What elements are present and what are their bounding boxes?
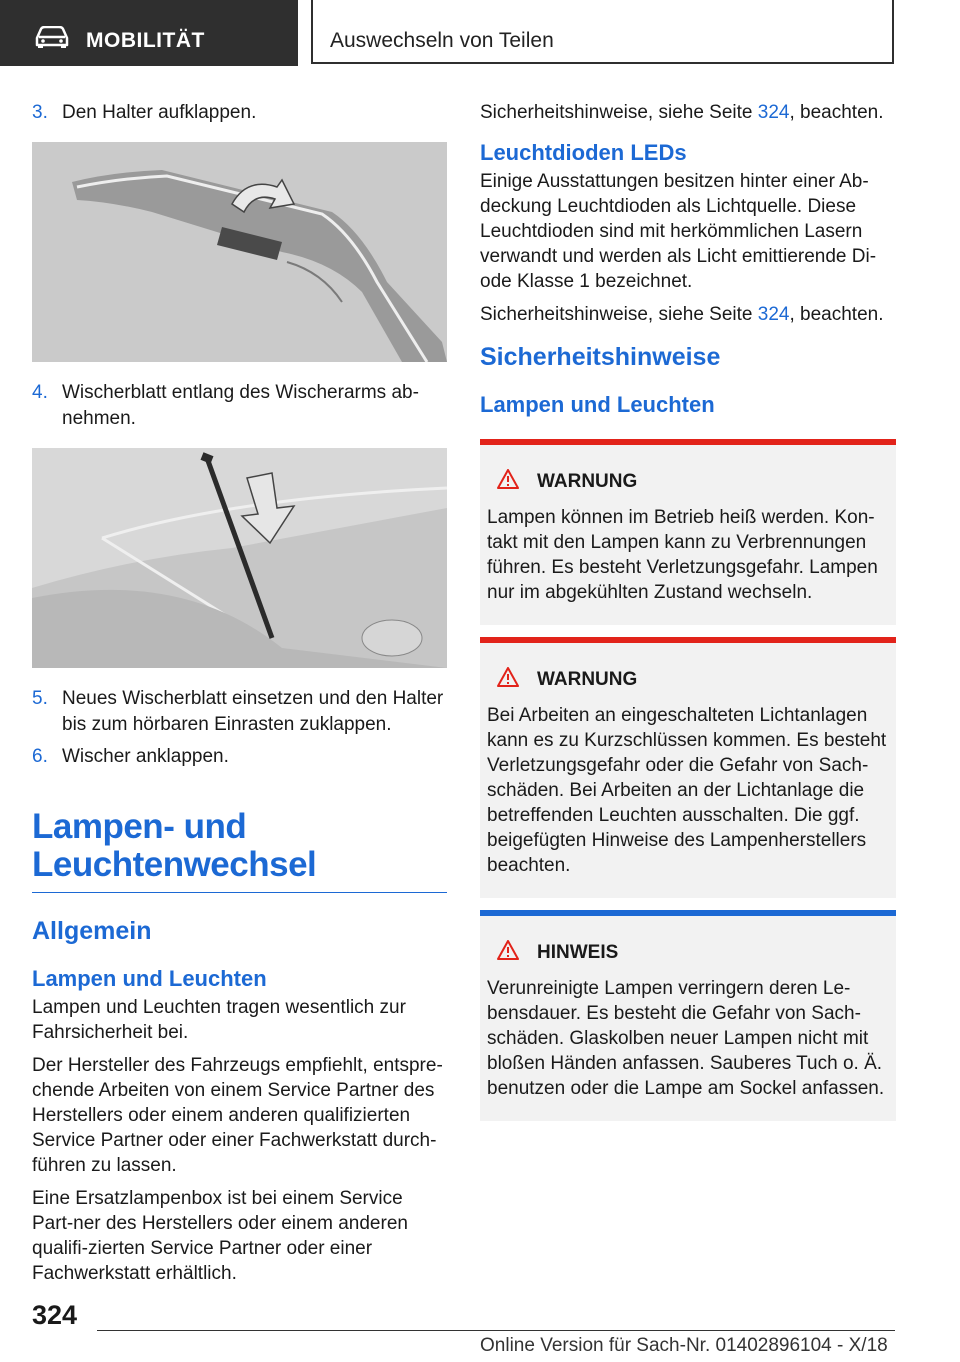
step-text: Wischerblatt entlang des Wischerarms ab-nehmen.	[62, 382, 419, 429]
chapter-label: Auswechseln von Teilen	[330, 29, 554, 52]
step-text: Den Halter aufklappen.	[62, 102, 257, 123]
warning-box-heat	[480, 439, 896, 625]
safety-reference: Sicherheitshinweise, siehe Seite 324, beachten.	[480, 102, 884, 123]
notice-title: WARNUNG	[537, 669, 638, 690]
step-number: 5.	[32, 688, 48, 709]
notice-text: Verunreinigte Lampen verringern deren Le-bensdauer. Es besteht die Gefahr von Sach-schäden. Glaskolben neuer Lampen nicht mit bloßen Händen anfassen. Sauberes Tuch o. Ä. benutzen oder die Lampe am Sockel anfassen.	[487, 978, 885, 1099]
step-5	[32, 686, 447, 738]
notice-box-contamination	[480, 910, 896, 1121]
safety-heading: Sicherheitshinweise	[480, 343, 721, 371]
safety-reference-2: Sicherheitshinweise, siehe Seite 324, beachten.	[480, 304, 884, 325]
led-paragraph: Einige Ausstattungen besitzen hinter einer Ab-deckung Leuchtdioden als Lichtquelle. Diese Leuchtdioden sind mit herkömmlichen Lasern verwandt und werden als Licht emittierende Di-ode Klasse 1 bezeichnet.	[480, 171, 877, 292]
subheading-lamps: Lampen und Leuchten	[32, 966, 267, 991]
notice-text: Lampen können im Betrieb heiß werden. Kon-takt mit den Lampen kann zu Verbrennungen führen. Es besteht Verletzungsgefahr. Lampen nur im abgekühlten Zustand wechseln.	[487, 507, 878, 603]
wiper-blade-removal-illustration	[32, 448, 447, 668]
section-tab	[0, 0, 298, 66]
notice-title: WARNUNG	[537, 471, 638, 492]
page-link[interactable]: 324	[757, 102, 790, 123]
step-number: 3.	[32, 102, 48, 123]
section-label: MOBILITÄT	[86, 29, 205, 52]
footer-divider	[97, 1330, 895, 1331]
step-text: Neues Wischerblatt einsetzen und den Halter bis zum hörbaren Einrasten zuklappen.	[62, 688, 444, 735]
online-version-note: Online Version für Sach-Nr. 01402896104 - X/18	[480, 1335, 888, 1356]
lamps-heading: Lampen und Leuchten	[480, 392, 715, 417]
page-number: 324	[32, 1300, 78, 1330]
step-6	[32, 744, 447, 770]
section-heading-general: Allgemein	[32, 917, 152, 945]
notice-title: HINWEIS	[537, 942, 619, 963]
right-column	[480, 100, 896, 1133]
step-4	[32, 380, 447, 432]
warning-triangle-icon	[487, 940, 537, 966]
wiper-holder-illustration	[32, 142, 447, 362]
warning-triangle-icon	[487, 469, 537, 495]
warning-triangle-icon	[487, 667, 537, 693]
step-number: 6.	[32, 746, 48, 767]
paragraph-safety: Lampen und Leuchten tragen wesentlich zur Fahrsicherheit bei.	[32, 997, 406, 1043]
paragraph-recommendation: Der Hersteller des Fahrzeugs empfiehlt, entspre-chende Arbeiten von einem Service Partner des Herstellers oder einem anderen qualifizierten Service Partner oder einer Fachwerkstatt durch-führen zu lassen.	[32, 1055, 443, 1176]
chapter-tab	[311, 0, 894, 64]
led-heading: Leuchtdioden LEDs	[480, 140, 687, 165]
main-heading: Lampen- und Leuchtenwechsel	[32, 808, 447, 893]
paragraph-spare-box: Eine Ersatzlampenbox ist bei einem Service Part-ner des Herstellers oder einem anderen qualifi-zierten Service Partner oder einer Fachwerkstatt erhältlich.	[32, 1188, 408, 1284]
step-3	[32, 100, 447, 126]
warning-box-short-circuit	[480, 637, 896, 898]
step-number: 4.	[32, 382, 48, 403]
car-icon	[34, 26, 70, 53]
left-column	[32, 100, 447, 1294]
page-link[interactable]: 324	[757, 304, 790, 325]
step-text: Wischer anklappen.	[62, 746, 229, 767]
notice-text: Bei Arbeiten an eingeschalteten Lichtanlagen kann es zu Kurzschlüssen kommen. Es besteht Verletzungsgefahr oder die Gefahr von Sach-schäden. Bei Arbeiten an der Lichtanlage die betreffenden Leuchten ausschalten. Die ggf. beigefügten Hinweise des Lampenherstellers beachten.	[487, 705, 887, 876]
page-header	[0, 0, 960, 66]
